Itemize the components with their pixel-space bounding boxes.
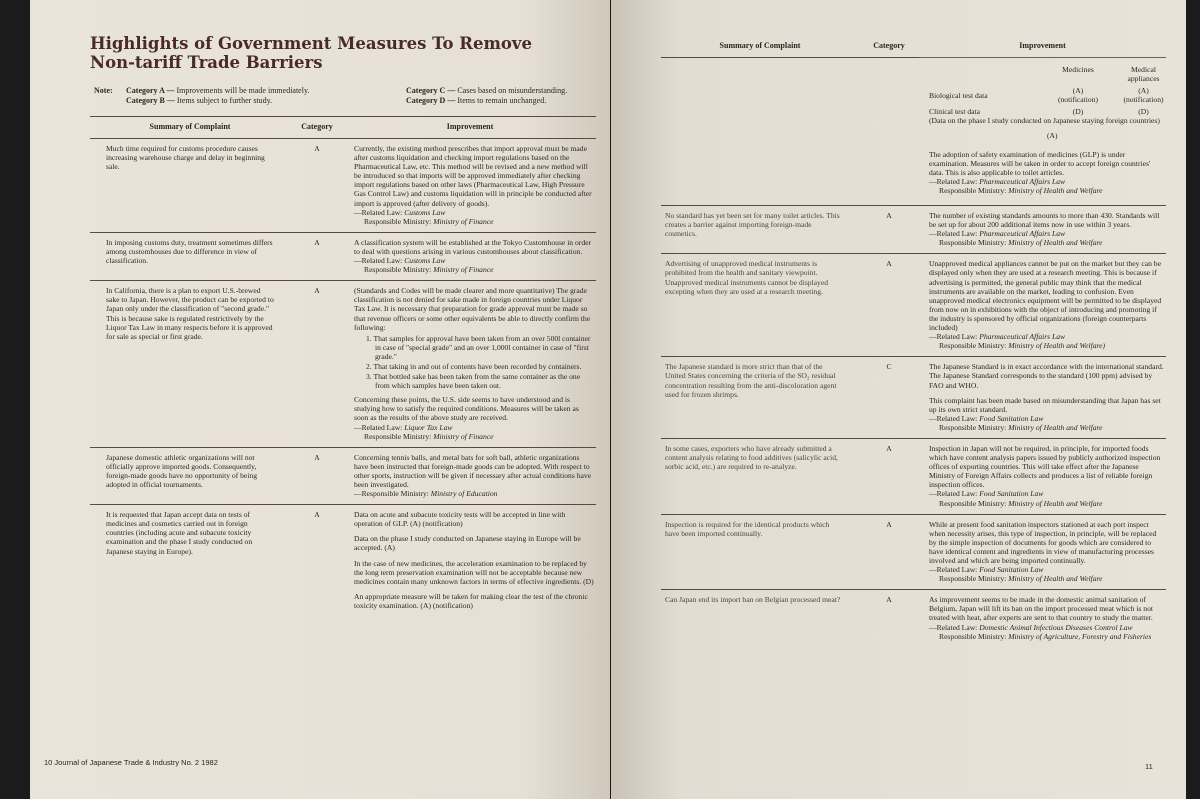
table-row: Inspection is required for the identical products which have been imported continually. A While at present food sanitation inspectors stationed at each port inspect when necessity arises, this type of inspection, in principle, will be replaced by the simple inspection of documents for goods which are considered to have identical content and ingredients in view of manufacturing processes involved and which are being imported continually. —Related Law: Food Sanitation Law Responsible Ministry: Ministry of Health and Welfare bbox=[661, 514, 1166, 590]
table-row: Much time required for customs procedure causes increasing warehouse charge and delay in beginning sale. A Currently, the existing method prescribes that import approval must be made after customs liquidation and checking import regulations based on the Pharmaceutical Law, etc. This method will be revised and a new method will be introduced so that imports will be approved immediately after checking import regulations based on other laws (Pharmaceutical Law, High Pressure Gas Control Law) and customs liquidation will in principle be conducted after import is approved (after delivery of goods). —Related Law: Customs Law Responsible Ministry: Ministry of Finance bbox=[90, 139, 596, 233]
header-category: Category bbox=[873, 41, 905, 50]
table-row: Can Japan end its import ban on Belgian processed meat? A As improvement seems to be made in the domestic animal sanitation of Belgium, Japan will lift its ban on the import processed meat which is not treated with heat, after experts are sent to that country to study the matter. —Related Law: Domestic Animal Infectious Diseases Control Law Responsible Ministry: Ministry of Agriculture, Forestry and Fisheries bbox=[661, 590, 1166, 647]
measures-table bbox=[90, 116, 596, 616]
category-note: Note: Category A — Improvements will be made immediately. Category B — Items subject to further study. Category C — Cases based on misunderstanding. Category D — Items to remain unchanged. bbox=[94, 86, 568, 105]
table-row: The Japanese standard is more strict than that of the United States concerning the criteria of the SO₂ residual concentration resulting from the anti-discoloration agent used for frozen shrimps. C The Japanese Standard is in exact accordance with the international standard. The Japanese Standard corresponds to the standard (100 ppm) advised by FAO and WHO. This complaint has been made based on misunderstanding that Japan has set up its own strict standard. —Related Law: Food Sanitation Law Responsible Ministry: Ministry of Health and Welfare bbox=[661, 357, 1166, 439]
header-category: Category bbox=[290, 117, 344, 139]
table-row: No standard has yet been set for many toilet articles. This creates a barrier against importing foreign-made cosmetics. A The number of existing standards amounts to more than 430. Standards will be set up for about 200 additional items now in use within 3 years. —Related Law: Pharmaceutical Affairs Law Responsible Ministry: Ministry of Health and Welfare bbox=[661, 206, 1166, 254]
table-row: Medicines Medical appliances Biological test data (A) (notification) (A) (notification) Clinical test data (D) (D) (Data on the phase I study conducted on Japanese staying foreign countries) (A) The adoption of safety examination of medicines (GLP) is under examination. Measures will be taken in order to accept foreign countries' data. This is also applicable to toilet articles. —Related Law: Pharmaceutical Affairs Law Responsible Ministry: Ministry of Health and Welfare bbox=[661, 58, 1166, 206]
table-header bbox=[661, 36, 1166, 58]
measures-table-continued bbox=[661, 36, 1166, 647]
header-summary: Summary of Complaint bbox=[719, 41, 801, 50]
right-page bbox=[611, 0, 1186, 799]
header-improvement: Improvement bbox=[344, 117, 596, 139]
left-page bbox=[30, 0, 610, 799]
table-row: In some cases, exporters who have already submitted a content analysis relating to food additives (salicylic acid, sorbic acid, etc.) are required to re-analyze. A Inspection in Japan will not be required, in principle, for imported foods which have content analysis papers issued by publicly authorized inspection offices of exporting countries. This will take effect after the Japanese Ministry of Foreign Affairs collects and produces a list of reliable foreign inspection offices. —Related Law: Food Sanitation Law Responsible Ministry: Ministry of Health and Welfare bbox=[661, 438, 1166, 514]
page-title: Highlights of Government Measures To Remove Non-tariff Trade Barriers bbox=[90, 34, 533, 72]
header-summary: Summary of Complaint bbox=[90, 117, 290, 139]
table-row: It is requested that Japan accept data on tests of medicines and cosmetics carried out in foreign countries (including acute and subacute toxicity examination and the phase I study conducted on Japanese staying in Europe). A Data on acute and subacute toxicity tests will be accepted in line with operation of GLP. (A) (notification) Data on the phase I study conducted on Japanese staying in Europe will be accepted. (A) In the case of new medicines, the acceleration examination to be replaced by the long term preservation examination will not be acceptable because new medicines contain many unknown factors in terms of effective ingredients. (D) An appropriate measure will be taken for making clear the test of the chronic toxicity examination. (A) (notification) bbox=[90, 505, 596, 616]
table-row: Advertising of unapproved medical instruments is prohibited from the health and sanitary viewpoint. Unapproved medical instruments cannot be displayed excepting when they are used at a research meeting. A Unapproved medical appliances cannot be put on the market but they can be displayed only when they are used at a research meeting. This is because if advertising is permitted, the general public may think that the medical instruments are available on the market, leading to confusion. Even unapproved medical electronics equipment will be permitted to be displayed from now on in exhibitions with the object of introducing and promoting if the industry is sponsored by official organizations (foreign counterparts included) —Related Law: Pharmaceutical Affairs Law Responsible Ministry: Ministry of Health and Welfare) bbox=[661, 254, 1166, 357]
table-row: Japanese domestic athletic organizations will not officially approve imported goods. Consequently, foreign-made goods have no opportunity of being adopted in official tournaments. A Concerning tennis balls, and metal bats for soft ball, athletic organizations have been instructed that foreign-made goods can be adopted. With respect to other sports, instruction will be given if necessary after actual conditions have been investigated. —Responsible Ministry: Ministry of Education bbox=[90, 447, 596, 504]
page-folio-right: 11 bbox=[1145, 762, 1153, 771]
header-improvement: Improvement bbox=[919, 36, 1166, 58]
table-row: In California, there is a plan to export U.S.-brewed sake to Japan. However, the product can be exported to Japan only under the classification of "second grade." This is because sake is regulated restrictively by the Liquor Tax Law in many respects before it is approved for sale as special or first grade. A (Standards and Codes will be made clearer and more quantitative) The grade classification is not denied for sake made in foreign countries under Liquor Tax Law. It is necessary that preparation for grade approval must be made so that revenue officers or some other equivalents be able to directly confirm the following: 1. That samples for approval have been taken from an over 500l container in case of "special grade" and an over 1,000l container in case of "first grade." 2. That taking in and out of contents have been recorded by containers. 3. That bottled sake has been taken from the same container as the one from which samples have been taken out. Concerning these points, the U.S. side seems to have understood and is studying how to satisfy the required conditions. Measures will be taken as soon as the results of the above study are received. —Related Law: Liquor Tax Law Responsible Ministry: Ministry of Finance bbox=[90, 281, 596, 448]
table-row: In imposing customs duty, treatment sometimes differs among customhouses due to difference in view of classification. A A classification system will be established at the Tokyo Customhouse in order to deal with questions arising in various customhouses about classification. —Related Law: Customs Law Responsible Ministry: Ministry of Finance bbox=[90, 232, 596, 280]
table-header bbox=[90, 117, 596, 139]
page-folio-left: 10 Journal of Japanese Trade & Industry No. 2 1982 bbox=[44, 758, 218, 767]
